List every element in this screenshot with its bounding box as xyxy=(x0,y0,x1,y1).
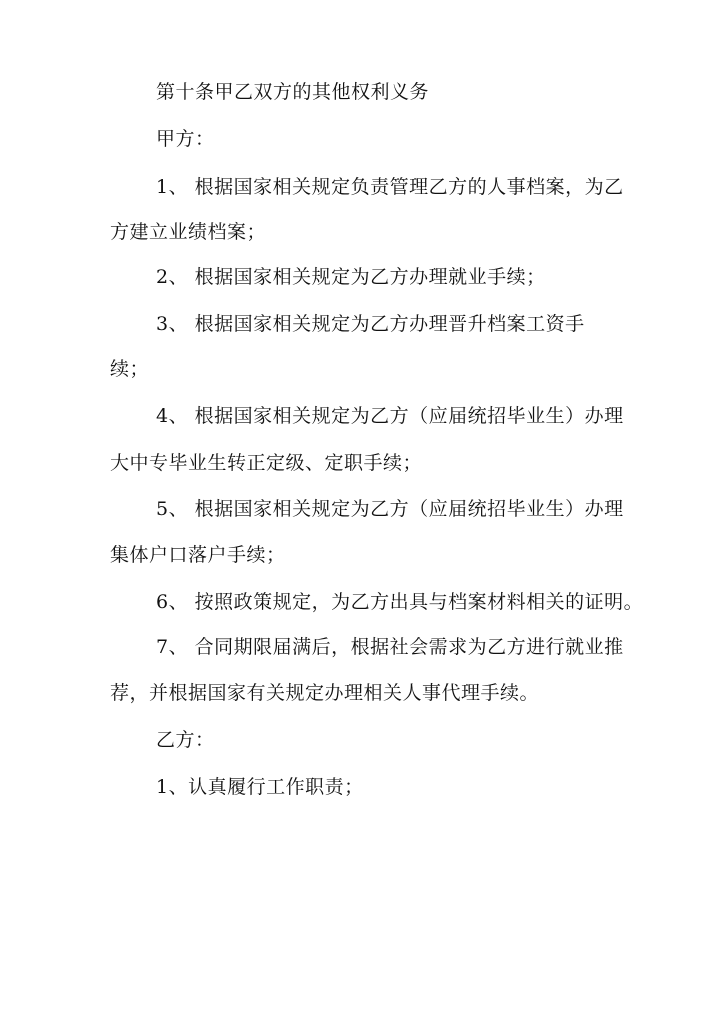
clause-a4 xyxy=(156,404,624,428)
clause-a6-tail: 证明。 xyxy=(584,591,644,613)
clause-a6 xyxy=(156,590,644,614)
clause-a5-text: 5、 根据国家相关规定为乙方（应届统招毕业生）办 xyxy=(156,498,605,520)
clause-a3-continuation: 续； xyxy=(110,358,150,380)
clause-a4-tail: 理 xyxy=(604,405,624,427)
clause-a7-tail: 业推 xyxy=(584,636,624,658)
article-heading: 第十条甲乙双方的其他权利义务 xyxy=(156,81,430,103)
clause-a1-continuation: 方建立业绩档案； xyxy=(110,221,267,243)
clause-a5 xyxy=(156,497,624,521)
party-b-label: 乙方： xyxy=(156,729,215,751)
clause-a7-continuation: 荐，并根据国家有关规定办理相关人事代理手续。 xyxy=(110,682,540,704)
clause-b1: 1、认真履行工作职责； xyxy=(156,776,364,798)
clause-a5-continuation: 集体户口落户手续； xyxy=(110,544,286,566)
clause-a1-text: 1、 根据国家相关规定负责管理乙方的人事档案， xyxy=(156,176,585,198)
clause-a6-text: 6、 按照政策规定，为乙方出具与档案材料相关的 xyxy=(156,591,585,613)
clause-a7 xyxy=(156,635,624,659)
clause-a4-continuation: 大中专毕业生转正定级、定职手续； xyxy=(110,452,423,474)
clause-a1 xyxy=(156,175,624,199)
clause-a7-text: 7、 合同期限届满后，根据社会需求为乙方进行就 xyxy=(156,636,585,658)
clause-a4-text: 4、 根据国家相关规定为乙方（应届统招毕业生）办 xyxy=(156,405,605,427)
clause-a1-tail: 为乙 xyxy=(584,176,624,198)
party-a-label: 甲方： xyxy=(156,128,215,150)
clause-a2: 2、 根据国家相关规定为乙方办理就业手续； xyxy=(156,266,546,288)
clause-a5-tail: 理 xyxy=(604,498,624,520)
clause-a3: 3、 根据国家相关规定为乙方办理晋升档案工资手 xyxy=(156,313,585,335)
